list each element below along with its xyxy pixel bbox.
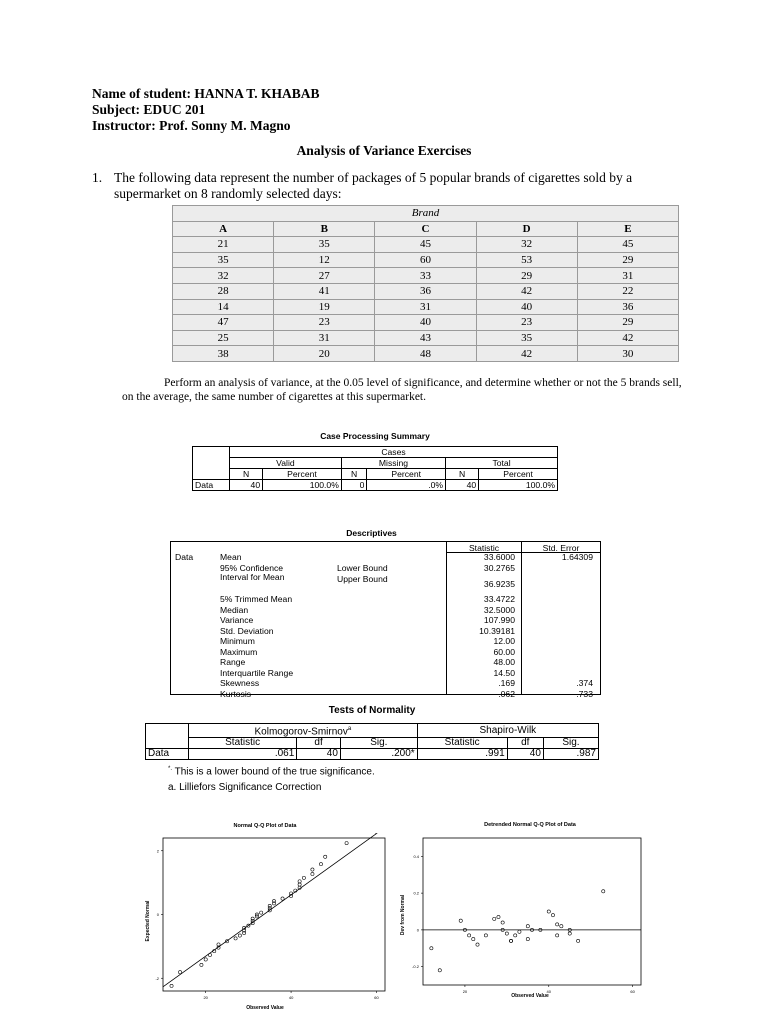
descriptive-stat: 60.00 bbox=[493, 646, 515, 657]
table-row bbox=[173, 283, 679, 299]
descriptive-label: Median bbox=[220, 604, 249, 615]
footnote-a: a. Lilliefors Significance Correction bbox=[168, 782, 322, 793]
data-point bbox=[170, 984, 173, 987]
mean-value: 33.6000 bbox=[483, 552, 515, 562]
data-point bbox=[518, 930, 521, 933]
data-point bbox=[459, 919, 462, 922]
table-cell: 35 bbox=[173, 252, 274, 268]
data-point bbox=[217, 943, 220, 946]
ks-header: Kolmogorov-Smirnov$^a$ bbox=[189, 724, 418, 738]
descriptive-stat: 10.39181 bbox=[479, 625, 515, 636]
reference-line bbox=[163, 834, 376, 987]
data-point bbox=[551, 914, 554, 917]
table-cell: 60 bbox=[375, 252, 476, 268]
x-tick-label: 20 bbox=[203, 995, 208, 1000]
data-point bbox=[514, 934, 517, 937]
table-cell: 19 bbox=[274, 299, 375, 315]
table-cell: 40 bbox=[507, 749, 543, 760]
footnote-star: *. This is a lower bound of the true significance. bbox=[168, 766, 375, 778]
row-label: Data bbox=[175, 552, 194, 562]
data-point bbox=[234, 937, 237, 940]
sub-header: Percent bbox=[479, 469, 558, 480]
ci-label: Interval for Mean bbox=[220, 572, 285, 582]
data-point bbox=[472, 937, 475, 940]
qq-plot-title: Normal Q-Q Plot of Data bbox=[233, 823, 297, 829]
data-point bbox=[547, 910, 550, 913]
descriptive-se: .733 bbox=[576, 688, 593, 699]
x-tick-label: 40 bbox=[288, 995, 294, 1000]
table-cell: 20 bbox=[274, 346, 375, 362]
data-point bbox=[501, 921, 504, 924]
qq-xlabel: Observed Value bbox=[246, 1005, 284, 1011]
divider bbox=[521, 542, 522, 694]
data-point bbox=[251, 917, 254, 920]
normality-table bbox=[145, 723, 599, 760]
table-cell: 30 bbox=[577, 346, 678, 362]
x-tick-label: 40 bbox=[546, 989, 551, 994]
table-row bbox=[173, 299, 679, 315]
data-point bbox=[602, 890, 605, 893]
dqq-plot-title: Detrended Normal Q-Q Plot of Data bbox=[484, 822, 576, 828]
table-cell: 35 bbox=[274, 237, 375, 253]
descriptive-label: Interquartile Range bbox=[220, 667, 294, 678]
data-point bbox=[298, 883, 301, 886]
table-cell: 32 bbox=[476, 237, 577, 253]
plot-frame bbox=[423, 838, 641, 985]
dqq-ylabel: Dev from Normal bbox=[400, 894, 406, 936]
question-number: 1. bbox=[92, 170, 103, 185]
sub-header: Sig. bbox=[340, 738, 417, 749]
dqq-xlabel: Observed Value bbox=[511, 993, 549, 999]
col-statistic: Statistic bbox=[468, 543, 500, 553]
table-cell: .200* bbox=[340, 749, 417, 760]
table-cell: 100.0% bbox=[263, 480, 342, 491]
table-cell: 48 bbox=[375, 346, 476, 362]
table-cell: 33 bbox=[375, 268, 476, 284]
data-point bbox=[526, 925, 529, 928]
descriptive-label: Skewness bbox=[220, 678, 260, 688]
table-cell: 36 bbox=[375, 283, 476, 299]
sub-header: Sig. bbox=[543, 738, 598, 749]
data-point bbox=[476, 943, 479, 946]
table-cell: .987 bbox=[543, 749, 598, 760]
table-cell: 43 bbox=[375, 330, 476, 346]
data-point bbox=[430, 947, 433, 950]
y-tick-label: 0 bbox=[416, 927, 419, 933]
descriptive-label: Minimum bbox=[220, 636, 255, 646]
data-point bbox=[505, 932, 508, 935]
descriptive-label: 5% Trimmed Mean bbox=[220, 594, 293, 604]
upper-bound-label: Upper Bound bbox=[337, 574, 388, 584]
table-cell: 14 bbox=[173, 299, 274, 315]
ci-label: 95% Confidence bbox=[220, 563, 284, 573]
descriptives-title: Descriptives bbox=[346, 528, 397, 538]
y-tick-label: -0.2 bbox=[412, 964, 419, 970]
table-cell: 31 bbox=[274, 330, 375, 346]
table-cell: 29 bbox=[476, 268, 577, 284]
stub-cell bbox=[193, 447, 230, 480]
table-cell: 28 bbox=[173, 283, 274, 299]
data-point bbox=[345, 842, 348, 845]
data-point bbox=[238, 934, 241, 937]
data-point bbox=[302, 876, 305, 879]
brand-col-header: A bbox=[173, 221, 274, 237]
qq-plot bbox=[145, 833, 390, 1013]
descriptive-stat: .062 bbox=[498, 688, 515, 699]
sub-header: N bbox=[341, 469, 367, 480]
group-header: Missing bbox=[341, 458, 445, 469]
brand-col-header: E bbox=[577, 221, 678, 237]
data-point bbox=[260, 911, 263, 914]
table-cell: 31 bbox=[375, 299, 476, 315]
table-cell: 23 bbox=[274, 315, 375, 331]
table-cell: 36 bbox=[577, 299, 678, 315]
y-tick-label: 0.4 bbox=[413, 853, 419, 859]
table-cell: .0% bbox=[367, 480, 446, 491]
cases-header: Cases bbox=[230, 447, 558, 458]
sub-header: df bbox=[297, 738, 341, 749]
dqq-plot bbox=[405, 833, 645, 998]
table-cell: 100.0% bbox=[479, 480, 558, 491]
divider bbox=[446, 542, 447, 694]
table-cell: 21 bbox=[173, 237, 274, 253]
sw-header: Shapiro-Wilk bbox=[417, 724, 598, 738]
descriptive-stat: 33.4722 bbox=[483, 594, 515, 604]
descriptive-stat: 32.5000 bbox=[483, 604, 515, 615]
lower-bound-label: Lower Bound bbox=[337, 563, 388, 573]
table-cell: 22 bbox=[577, 283, 678, 299]
table-cell: 23 bbox=[476, 315, 577, 331]
data-point bbox=[493, 917, 496, 920]
brand-col-header: C bbox=[375, 221, 476, 237]
col-stderr: Std. Error bbox=[542, 543, 580, 553]
table-cell: 40 bbox=[476, 299, 577, 315]
table-row bbox=[173, 252, 679, 268]
sub-header: Percent bbox=[263, 469, 342, 480]
data-point bbox=[560, 925, 563, 928]
sub-header: Percent bbox=[367, 469, 446, 480]
case-summary-title: Case Processing Summary bbox=[320, 431, 430, 441]
group-header: Valid bbox=[230, 458, 342, 469]
table-cell: 27 bbox=[274, 268, 375, 284]
table-row bbox=[173, 346, 679, 362]
data-point bbox=[298, 880, 301, 883]
table-row bbox=[173, 237, 679, 253]
data-point bbox=[484, 934, 487, 937]
sub-header: Statistic bbox=[417, 738, 507, 749]
descriptive-label: Variance bbox=[220, 615, 254, 625]
y-tick-label: 0.2 bbox=[413, 890, 419, 896]
table-cell: .991 bbox=[417, 749, 507, 760]
sub-header: Statistic bbox=[189, 738, 297, 749]
table-cell: .061 bbox=[189, 749, 297, 760]
table-row bbox=[173, 330, 679, 346]
descriptive-stat: 14.50 bbox=[493, 667, 515, 678]
table-cell: 32 bbox=[173, 268, 274, 284]
data-point bbox=[319, 863, 322, 866]
table-cell: 31 bbox=[577, 268, 678, 284]
table-cell: 25 bbox=[173, 330, 274, 346]
table-cell: 35 bbox=[476, 330, 577, 346]
data-point bbox=[556, 923, 559, 926]
table-row bbox=[173, 268, 679, 284]
upper-bound-value: 36.9235 bbox=[483, 579, 515, 589]
stub-cell bbox=[146, 724, 189, 749]
x-tick-label: 20 bbox=[462, 989, 468, 994]
data-point bbox=[577, 939, 580, 942]
data-point bbox=[509, 939, 512, 942]
table-cell: 42 bbox=[476, 283, 577, 299]
table-cell: 40 bbox=[375, 315, 476, 331]
table-cell: 40 bbox=[297, 749, 341, 760]
sub-header: N bbox=[230, 469, 263, 480]
data-point bbox=[268, 904, 271, 907]
table-row bbox=[173, 315, 679, 331]
subject-line: Subject: EDUC 201 bbox=[92, 102, 206, 117]
sub-header: N bbox=[446, 469, 479, 480]
descriptive-label: Maximum bbox=[220, 646, 258, 657]
group-header: Total bbox=[446, 458, 558, 469]
page-title: Analysis of Variance Exercises bbox=[296, 143, 472, 158]
instructor-line: Instructor: Prof. Sonny M. Magno bbox=[92, 118, 291, 133]
data-point bbox=[281, 897, 284, 900]
table-cell: 42 bbox=[476, 346, 577, 362]
data-point bbox=[568, 932, 571, 935]
data-point bbox=[324, 855, 327, 858]
descriptive-label: Kurtosis bbox=[220, 688, 252, 699]
y-tick-label: 2 bbox=[156, 848, 159, 854]
brand-caption: Brand bbox=[173, 206, 679, 222]
data-point bbox=[178, 971, 181, 974]
table-cell: 45 bbox=[577, 237, 678, 253]
table-cell: 47 bbox=[173, 315, 274, 331]
question-text: The following data represent the number of packages of 5 popular brands of cigarettes sold by a supermarket on 8 randomly selected days: bbox=[114, 170, 633, 201]
x-tick-label: 60 bbox=[374, 995, 379, 1000]
table-cell: 0 bbox=[341, 480, 367, 491]
brand-col-header: D bbox=[476, 221, 577, 237]
descriptive-stat: 48.00 bbox=[493, 657, 515, 667]
plot-frame bbox=[163, 838, 385, 991]
descriptive-label: Range bbox=[220, 657, 246, 667]
brand-table bbox=[172, 205, 679, 362]
data-point bbox=[311, 868, 314, 871]
descriptive-se: .374 bbox=[576, 678, 593, 688]
y-tick-label: -2 bbox=[155, 975, 159, 981]
table-cell: 12 bbox=[274, 252, 375, 268]
table-cell: 53 bbox=[476, 252, 577, 268]
qq-ylabel: Expected Normal bbox=[145, 900, 151, 942]
row-label: Data bbox=[193, 480, 230, 491]
table-cell: 42 bbox=[577, 330, 678, 346]
table-cell: 41 bbox=[274, 283, 375, 299]
table-cell: 45 bbox=[375, 237, 476, 253]
table-cell: 29 bbox=[577, 315, 678, 331]
data-point bbox=[526, 937, 529, 940]
student-name: Name of student: HANNA T. KHABAB bbox=[92, 86, 320, 101]
descriptive-stat: 12.00 bbox=[493, 636, 515, 646]
descriptives-table bbox=[170, 541, 601, 699]
data-point bbox=[272, 900, 275, 903]
data-point bbox=[438, 969, 441, 972]
table-cell: 38 bbox=[173, 346, 274, 362]
mean-se: 1.64309 bbox=[561, 552, 593, 562]
descriptive-stat: .169 bbox=[498, 678, 515, 688]
sub-header: df bbox=[507, 738, 543, 749]
data-point bbox=[311, 872, 314, 875]
table-cell: 29 bbox=[577, 252, 678, 268]
data-point bbox=[200, 963, 203, 966]
descriptive-stat: 107.990 bbox=[483, 615, 515, 625]
descriptive-label: Std. Deviation bbox=[220, 625, 274, 636]
data-point bbox=[497, 915, 500, 918]
data-point bbox=[556, 934, 559, 937]
data-point bbox=[468, 934, 471, 937]
x-tick-label: 60 bbox=[630, 989, 635, 994]
table-cell: 40 bbox=[230, 480, 263, 491]
data-point bbox=[255, 913, 258, 916]
brand-col-header: B bbox=[274, 221, 375, 237]
row-label: Data bbox=[146, 749, 189, 760]
mean-label: Mean bbox=[220, 552, 242, 562]
data-point bbox=[208, 953, 211, 956]
lower-bound-value: 30.2765 bbox=[483, 563, 515, 573]
y-tick-label: 0 bbox=[156, 912, 159, 917]
case-summary-table bbox=[192, 446, 558, 491]
data-point bbox=[204, 958, 207, 961]
table-cell: 40 bbox=[446, 480, 479, 491]
instruction-text: Perform an analysis of variance, at the 0.05 level of significance, and determine whether or not the 5 brands sell, on the average, the same number of cigarettes at this supermarket. bbox=[122, 377, 682, 403]
normality-title: Tests of Normality bbox=[328, 705, 416, 716]
